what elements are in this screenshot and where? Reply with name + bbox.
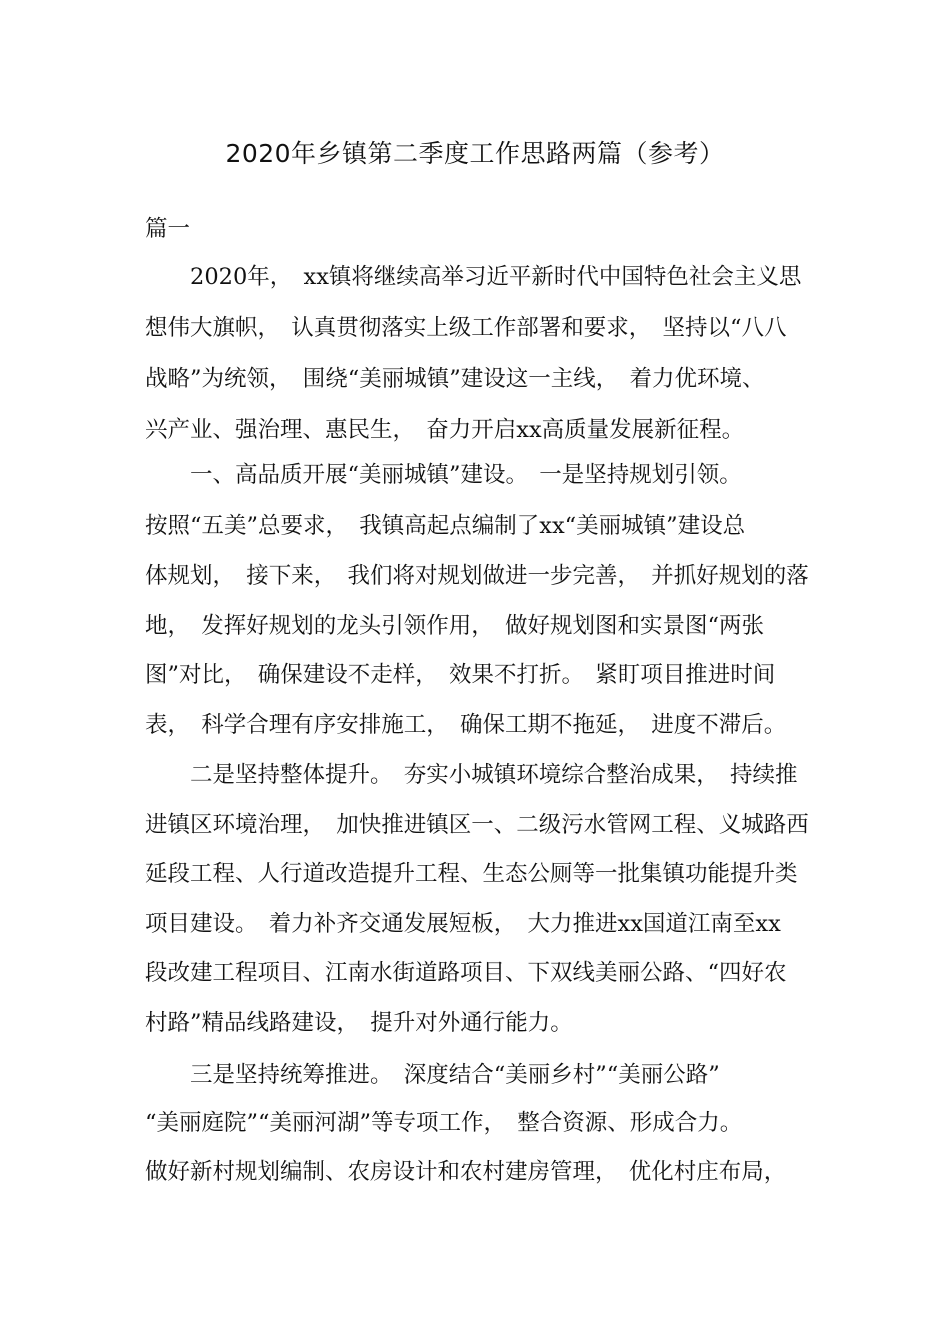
document-title: 2020年乡镇第二季度工作思路两篇（参考）: [225, 139, 725, 168]
body-line: 做好新村规划编制、农房设计和农村建房管理， 优化村庄布局，: [145, 1159, 787, 1185]
body-line: 村路”精品线路建设， 提升对外通行能力。: [145, 1010, 573, 1036]
body-line: 段改建工程项目、江南水街道路项目、下双线美丽公路、“四好农: [145, 960, 787, 986]
body-line: 战略”为统领， 围绕“美丽城镇”建设这一主线， 着力优环境、: [145, 366, 765, 392]
body-line: 三是坚持统筹推进。 深度结合“美丽乡村”“美丽公路”: [145, 1062, 720, 1088]
body-line: 延段工程、人行道改造提升工程、生态公厕等一批集镇功能提升类: [145, 861, 798, 887]
body-line: 按照“五美”总要求， 我镇高起点编制了xx“美丽城镇”建设总: [145, 513, 746, 539]
body-line: 图”对比， 确保建设不走样， 效果不打折。 紧盯项目推进时间: [145, 662, 776, 688]
body-line: 表， 科学合理有序安排施工， 确保工期不拖延， 进度不滞后。: [145, 712, 787, 738]
body-line: 2020年， xx镇将继续高举习近平新时代中国特色社会主义思: [145, 264, 802, 290]
body-line: 进镇区环境治理， 加快推进镇区一、二级污水管网工程、义城路西: [145, 812, 809, 838]
section-label: 篇一: [145, 216, 191, 242]
body-line: “美丽庭院”“美丽河湖”等专项工作， 整合资源、形成合力。: [145, 1110, 743, 1136]
body-line: 项目建设。 着力补齐交通发展短板， 大力推进xx国道江南至xx: [145, 911, 781, 937]
body-line: 一、高品质开展“美丽城镇”建设。 一是坚持规划引领。: [145, 462, 742, 488]
body-line: 体规划， 接下来， 我们将对规划做进一步完善， 并抓好规划的落: [145, 563, 809, 589]
body-line: 想伟大旗帜， 认真贯彻落实上级工作部署和要求， 坚持以“八八: [145, 315, 787, 341]
body-line: 地， 发挥好规划的龙头引领作用， 做好规划图和实景图“两张: [145, 613, 765, 639]
body-line: 二是坚持整体提升。 夯实小城镇环境综合整治成果， 持续推: [145, 762, 798, 788]
body-line: 兴产业、强治理、惠民生， 奋力开启xx高质量发展新征程。: [145, 417, 745, 443]
